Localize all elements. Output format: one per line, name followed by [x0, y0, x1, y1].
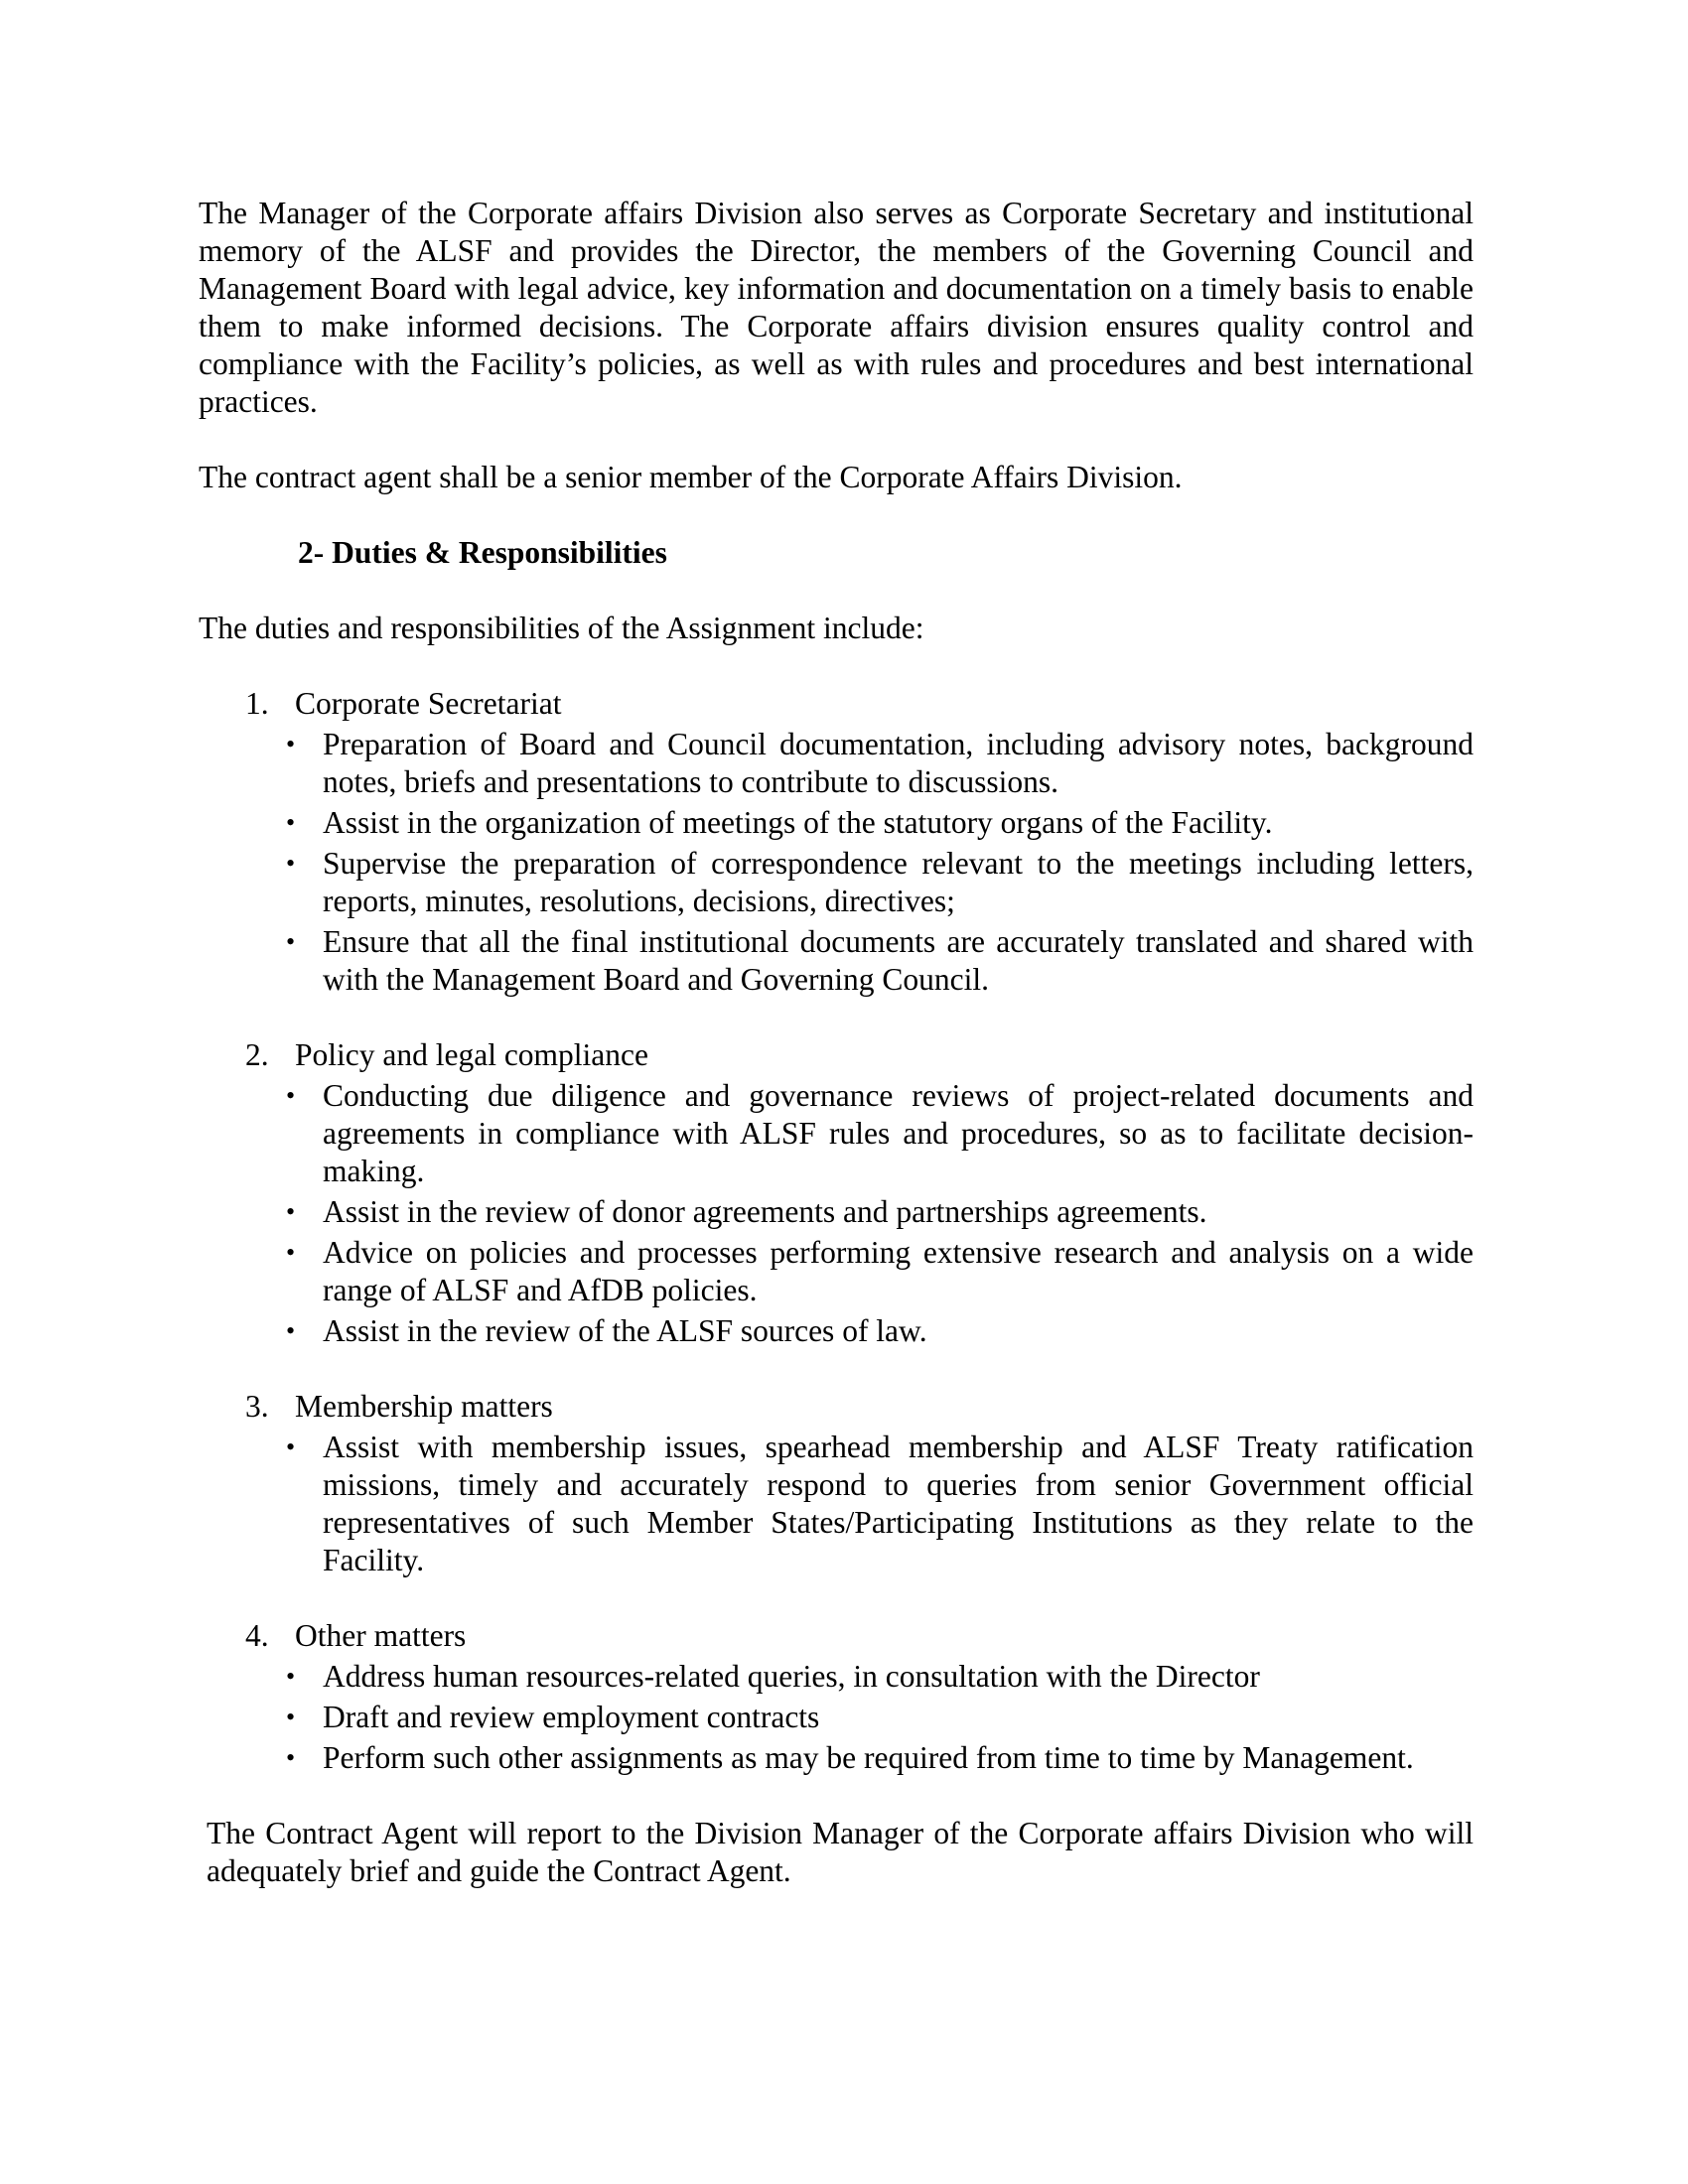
bullet-text: Assist in the review of donor agreements and partnerships agreements.	[323, 1194, 1207, 1229]
bullet-text: Supervise the preparation of correspondence relevant to the meetings including letters, reports, minutes, resolutions, decisions, directives;	[323, 846, 1474, 918]
bullet-icon: •	[286, 1081, 296, 1110]
duties-section	[199, 1617, 1474, 1777]
bullet-icon: •	[286, 1703, 296, 1731]
duties-lead-paragraph: The duties and responsibilities of the Assignment include:	[199, 611, 924, 645]
section-title: Corporate Secretariat	[295, 686, 562, 721]
bullet-icon: •	[286, 1238, 296, 1267]
section-title: Policy and legal compliance	[295, 1037, 649, 1072]
bullet-icon: •	[286, 1662, 296, 1691]
bullet-item	[199, 1234, 1474, 1309]
bullet-icon: •	[286, 1197, 296, 1226]
bullet-icon: •	[286, 849, 296, 878]
duties-section-heading	[199, 1036, 1474, 1074]
duties-section	[199, 685, 1474, 999]
duties-section-heading	[199, 1388, 1474, 1426]
intro-paragraph: The Manager of the Corporate affairs Division also serves as Corporate Secretary and institutional memory of the ALSF and provides the Director, the members of the Governing Council and Management Board with legal advice, key information and documentation on a timely basis to enable them to make informed decisions. The Corporate affairs division ensures quality control and compliance with the Facility’s policies, as well as with rules and procedures and best international practices.	[199, 196, 1474, 419]
bullet-item	[199, 1193, 1474, 1231]
duties-section-heading	[199, 1617, 1474, 1655]
closing-paragraph: The Contract Agent will report to the Division Manager of the Corporate affairs Division who will adequately brief and guide the Contract Agent.	[207, 1816, 1474, 1888]
section-title: Membership matters	[295, 1389, 553, 1424]
bullet-item	[199, 804, 1474, 842]
bullet-list	[199, 726, 1474, 999]
duties-section	[199, 1036, 1474, 1350]
bullet-text: Perform such other assignments as may be required from time to time by Management.	[323, 1740, 1414, 1775]
senior-member-paragraph: The contract agent shall be a senior member of the Corporate Affairs Division.	[199, 460, 1183, 494]
bullet-text: Preparation of Board and Council documentation, including advisory notes, background notes, briefs and presentations to contribute to discussions.	[323, 727, 1474, 799]
bullet-icon: •	[286, 1433, 296, 1461]
section-heading: 2- Duties & Responsibilities	[298, 535, 667, 570]
bullet-text: Conducting due diligence and governance reviews of project-related documents and agreements in compliance with ALSF rules and procedures, so as to facilitate decision-making.	[323, 1078, 1474, 1188]
bullet-item	[199, 923, 1474, 999]
bullet-list	[199, 1429, 1474, 1579]
bullet-item	[199, 1077, 1474, 1190]
bullet-icon: •	[286, 1743, 296, 1772]
bullet-item	[199, 1739, 1474, 1777]
duties-list	[199, 685, 1474, 1777]
bullet-icon: •	[286, 730, 296, 758]
bullet-icon: •	[286, 808, 296, 837]
document-page	[199, 195, 1474, 1890]
bullet-text: Draft and review employment contracts	[323, 1700, 820, 1734]
bullet-item	[199, 1429, 1474, 1579]
bullet-item	[199, 1312, 1474, 1350]
duties-section	[199, 1388, 1474, 1579]
bullet-text: Advice on policies and processes performing extensive research and analysis on a wide range of ALSF and AfDB policies.	[323, 1235, 1474, 1307]
bullet-item	[199, 845, 1474, 920]
section-number: 1.	[245, 686, 269, 721]
bullet-item	[199, 726, 1474, 801]
bullet-icon: •	[286, 927, 296, 956]
bullet-item	[199, 1658, 1474, 1696]
section-number: 3.	[245, 1389, 269, 1424]
bullet-text: Assist with membership issues, spearhead membership and ALSF Treaty ratification missions, timely and accurately respond to queries from senior Government official representatives of such Member States/Participating Institutions as they relate to the Facility.	[323, 1430, 1474, 1577]
section-number: 4.	[245, 1618, 269, 1653]
bullet-text: Assist in the organization of meetings of the statutory organs of the Facility.	[323, 805, 1273, 840]
bullet-text: Address human resources-related queries, in consultation with the Director	[323, 1659, 1260, 1694]
bullet-list	[199, 1077, 1474, 1350]
bullet-list	[199, 1658, 1474, 1777]
bullet-text: Ensure that all the final institutional documents are accurately translated and shared with with the Management Board and Governing Council.	[323, 924, 1474, 997]
section-number: 2.	[245, 1037, 269, 1072]
duties-section-heading	[199, 685, 1474, 723]
bullet-icon: •	[286, 1316, 296, 1345]
section-title: Other matters	[295, 1618, 467, 1653]
bullet-item	[199, 1699, 1474, 1736]
bullet-text: Assist in the review of the ALSF sources of law.	[323, 1313, 927, 1348]
